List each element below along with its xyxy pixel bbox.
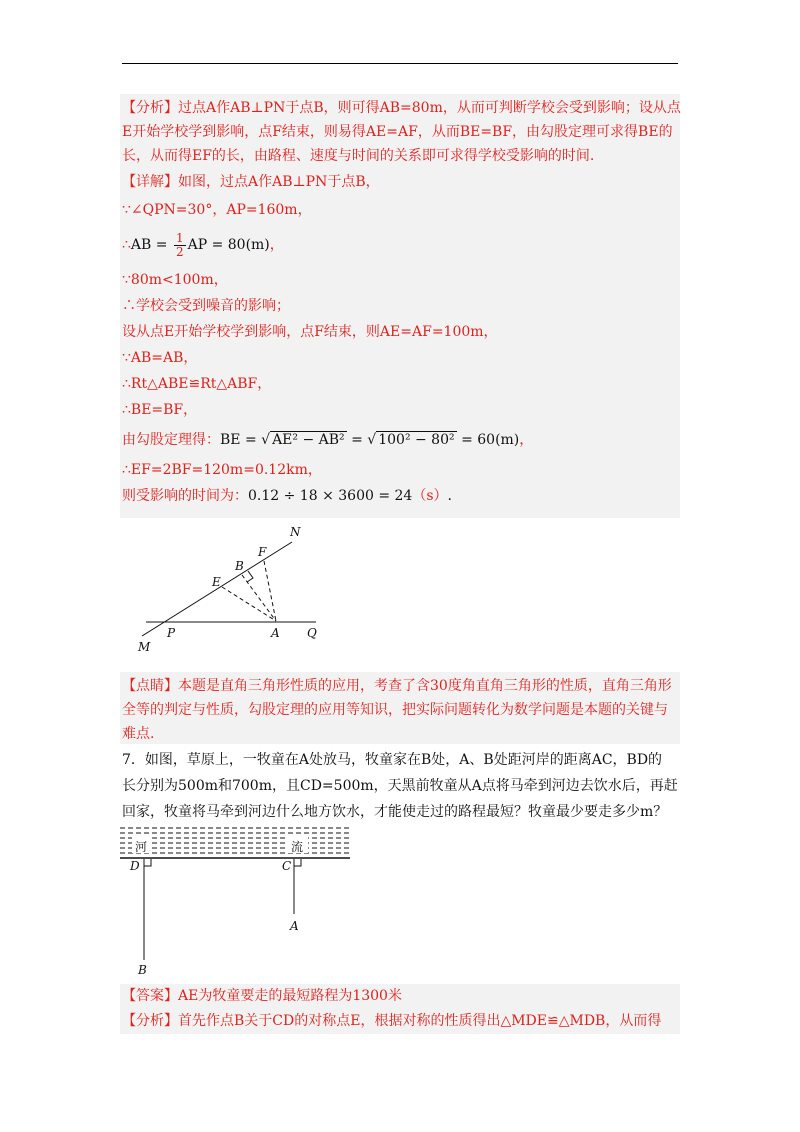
detail-step-6: ∵AB=AB， [122, 350, 198, 366]
header-rule [122, 63, 678, 64]
analysis-7-line: 【分析】首先作点B关于CD的对称点E，根据对称的性质得出△MDE≌△MDB，从而得 [122, 1013, 662, 1029]
detail-step-1: ∵∠QPN=30°，AP=160m， [122, 202, 312, 218]
segment-fa [264, 561, 276, 621]
label-e: E [212, 575, 221, 589]
question-7-line-2: 长分别为500m和700m，且CD=500m，天黑前牧童从A点将马牵到河边去饮水后，再赶 [122, 778, 678, 794]
label-b2: B [138, 963, 147, 977]
label-river-2: 流 [291, 840, 304, 854]
detail-step-2: ∴AB = $\frac{1}{2}$ AP = 80(m)， [122, 230, 284, 259]
comment-line-1: 【点睛】本题是直角三角形性质的应用，考查了含30度角直角三角形的性质，直角三角形 [122, 678, 672, 694]
label-b: B [235, 559, 244, 573]
analysis-line-3: 长，从而得EF的长，由路程、速度与时间的关系即可求得学校受影响的时间. [122, 148, 595, 164]
detail-step-4: ∴学校会受到噪音的影响； [122, 298, 290, 314]
label-p: P [167, 626, 176, 640]
detail-step-7: ∴Rt△ABE≌Rt△ABF， [122, 376, 272, 392]
label-c: C [282, 859, 292, 873]
river-hatching [120, 828, 350, 853]
detail-step-5: 设从点E开始学校学到影响，点F结束，则AE=AF=100m， [122, 324, 498, 340]
label-n: N [290, 525, 301, 539]
segment-ea [222, 587, 276, 621]
comment-line-2: 全等的判定与性质，勾股定理的应用等知识，把实际问题转化为数学问题是本题的关键与 [122, 702, 668, 718]
fraction-half: $\frac{1}{2}$ [175, 230, 184, 259]
right-angle-mark [247, 571, 253, 582]
detail-step-8: ∴BE=BF， [122, 402, 198, 418]
analysis-line-1: 【分析】过点A作AB⊥PN于点B，则可得AB=80m，从而可判断学校会受到影响；设从点 [122, 100, 681, 116]
right-angle-c [294, 859, 301, 866]
question-7-line-3: 回家，牧童将马牵到河边什么地方饮水，才能使走过的路程最短？牧童最少要走多少m？ [122, 804, 668, 820]
label-q: Q [307, 626, 317, 640]
detail-step-3: ∵80m<100m， [122, 272, 228, 288]
answer-line: 【答案】AE为牧童要走的最短路程为1300米 [122, 988, 402, 1004]
label-d: D [130, 859, 140, 873]
figure-noise-geometry [120, 520, 360, 660]
label-a2: A [290, 919, 299, 933]
label-m: M [138, 640, 151, 654]
analysis-line-2: E开始学校学到影响，点F结束，则易得AE=AF，从而BE=BF，由勾股定理可求得BE的 [122, 124, 673, 140]
question-7-line-1: 7．如图，草原上，一牧童在A处放马，牧童家在B处，A、B处距河岸的距离AC，BD的 [122, 752, 663, 768]
figure-river-geometry [118, 822, 358, 978]
detail-step-10: ∴EF=2BF=120m=0.12km， [122, 462, 322, 478]
detail-intro: 【详解】如图，过点A作AB⊥PN于点B， [122, 174, 380, 190]
detail-step-11: 则受影响的时间为：0.12 ÷ 18 × 3600 = 24（s）. [122, 488, 452, 504]
comment-line-3: 难点. [122, 726, 155, 742]
label-a: A [271, 626, 280, 640]
label-river-1: 河 [135, 840, 148, 854]
label-f: F [258, 545, 267, 559]
right-angle-d [144, 859, 151, 866]
detail-step-9: 由勾股定理得：BE = √ AE² − AB² = √ 100² − 80² = 60(m)， [122, 432, 534, 448]
